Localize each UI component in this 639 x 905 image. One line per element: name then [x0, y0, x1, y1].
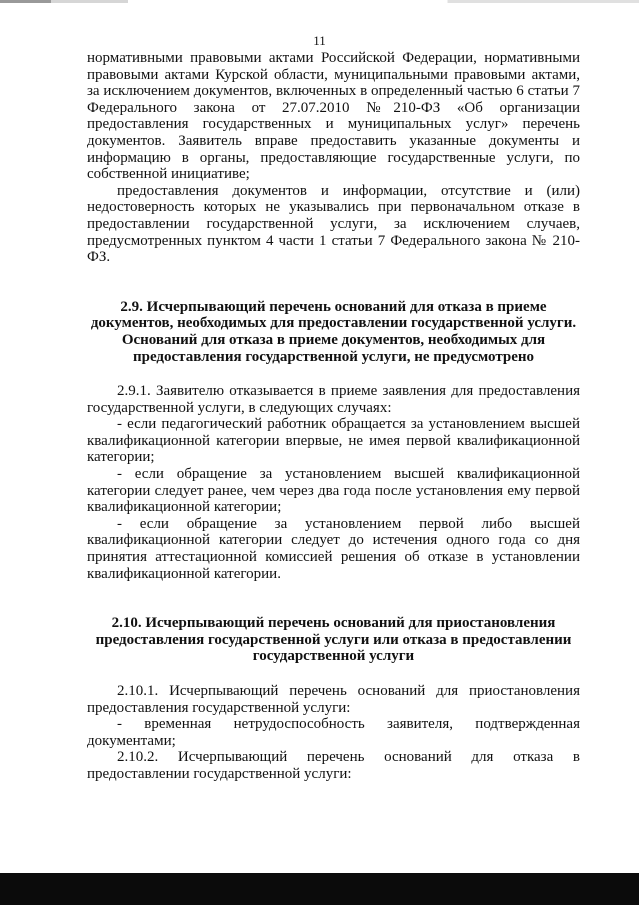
paragraph: нормативными правовыми актами Российской Федерации, нормативными правовыми актами Курской области, муниципальными правовыми актами, за исключением документов, включенных в определенный частью 6 статьи 7 Федерального закона от 27.07.2010 №210-ФЗ «Об организации предоставления государственных и муниципальных услуг» перечень документов. Заявитель вправе предоставить указанные документы и информацию в органы, предоставляющие государственные услуги, по собственной инициативе; [87, 50, 580, 183]
list-item: - временная нетрудоспособность заявителя, подтвержденная документами; [87, 716, 580, 749]
scan-edge-top [0, 0, 639, 3]
list-item: - если обращение за установлением высшей квалификационной категории следует ранее, чем через два года после установления ему первой квалификационной категории; [87, 466, 580, 516]
section-heading: 2.10. Исчерпывающий перечень оснований для приостановления предоставления государственной услуги или отказа в предоставлении государственной услуги [95, 615, 572, 665]
paragraph: 2.9.1. Заявителю отказывается в приеме заявления для предоставления государственной услуги, в следующих случаях: [87, 383, 580, 416]
section-heading: 2.9. Исчерпывающий перечень оснований для отказа в приеме документов, необходимых для предоставлении государственной услуги. Оснований для отказа в приеме документов, необходимых для предоставления государственной услуги, не предусмотрено [90, 298, 577, 365]
paragraph: предоставления документов и информации, отсутствие и (или) недостоверность которых не указывались при первоначальном отказе в предоставлении государственной услуги, за исключением случаев, предусмотренных пунктом 4 части 1 статьи 7 Федерального закона № 210-ФЗ. [87, 182, 580, 266]
page-number: 11 [313, 33, 326, 48]
scan-edge-bottom [0, 873, 639, 905]
paragraph: 2.10.1. Исчерпывающий перечень оснований для приостановления предоставления государственной услуги: [87, 683, 580, 716]
document-body [87, 50, 580, 783]
paragraph: 2.10.2. Исчерпывающий перечень оснований для отказа в предоставлении государственной услуги: [87, 749, 580, 782]
list-item: - если педагогический работник обращается за установлением высшей квалификационной категории впервые, не имея первой квалификационной категории; [87, 416, 580, 466]
list-item: - если обращение за установлением первой либо высшей квалификационной категории следует до истечения одного года со дня принятия аттестационной комиссией решения об отказе в установлении квалификационной категории. [87, 515, 580, 582]
